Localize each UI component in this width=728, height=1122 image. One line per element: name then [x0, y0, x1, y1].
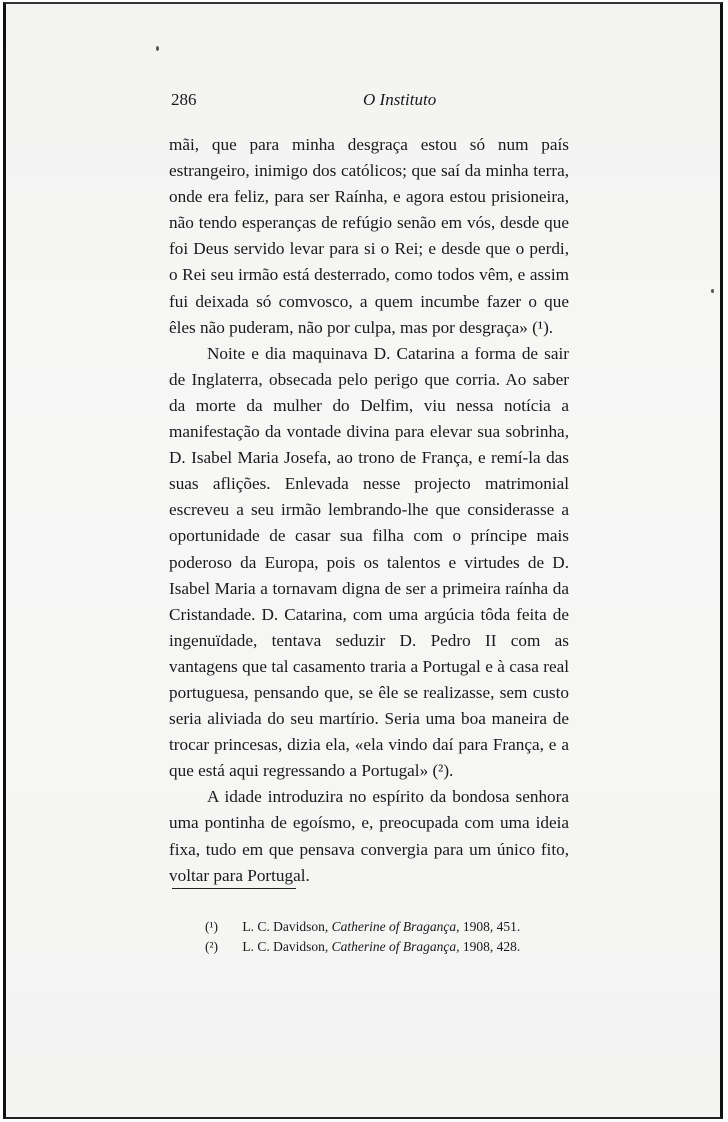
footnote-author: L. C. Davidson, [242, 919, 329, 934]
footnote-title: Catherine of Bragança, [331, 939, 460, 954]
footnote-details: 1908, 451. [462, 919, 521, 934]
footnote-divider [172, 888, 296, 889]
footnotes [205, 917, 585, 957]
footnote-details: 1908, 428. [462, 939, 521, 954]
footnote [205, 917, 585, 937]
scanned-page [3, 2, 723, 1119]
footnote [205, 937, 585, 957]
page-number: 286 [171, 90, 197, 109]
footnote-marker: (¹) [205, 919, 219, 934]
body-text [169, 132, 569, 889]
paragraph: A idade introduzira no espírito da bondosa senhora uma pontinha de egoísmo, e, preocupada com uma ideia fixa, tudo em que pensava convergia para um único fito, voltar para Portugal. [169, 787, 569, 885]
paragraph: Noite e dia maquinava D. Catarina a forma de sair de Inglaterra, obsecada pelo perigo que corria. Ao saber da morte da mulher do Delfim, viu nessa notícia a manifestação da vontade divina para elevar sua sobrinha, D. Isabel Maria Josefa, ao trono de França, e remí-la das suas aflições. Enlevada nesse projecto matrimonial escreveu a seu irmão lembrando-lhe que considerasse a oportunidade de casar sua filha com o príncipe mais poderoso da Europa, pois os talentos e virtudes de D. Isabel Maria a tornavam digna de ser a primeira raínha da Cristandade. D. Catarina, com uma argúcia tôda feita de ingenuïdade, tentava seduzir D. Pedro II com as vantagens que tal casamento traria a Portugal e à casa real portuguesa, pensando que, se êle se realizasse, sem custo seria aliviada do seu martírio. Seria uma boa maneira de trocar princesas, dizia ela, «ela vindo daí para França, e a que está aqui regressando a Portugal» (²). [169, 343, 569, 781]
scan-speck [156, 46, 159, 51]
paragraph: mãi, que para minha desgraça estou só num país estrangeiro, inimigo dos católicos; que saí da minha terra, onde era feliz, para ser Raínha, e agora estou prisioneira, não tendo esperanças de refúgio senão em vós, desde que foi Deus servido levar para si o Rei; e desde que o perdi, o Rei seu irmão está desterrado, como todos vêm, e assim fui deixada só comvosco, a quem incumbe fazer o que êles não puderam, não por culpa, mas por desgraça» (¹). [169, 135, 569, 337]
footnote-author: L. C. Davidson, [242, 939, 329, 954]
scan-speck [711, 289, 714, 293]
footnote-marker: (²) [205, 939, 219, 954]
running-title: O Instituto [363, 90, 437, 109]
footnote-title: Catherine of Bragança, [331, 919, 460, 934]
page-header [171, 90, 571, 114]
